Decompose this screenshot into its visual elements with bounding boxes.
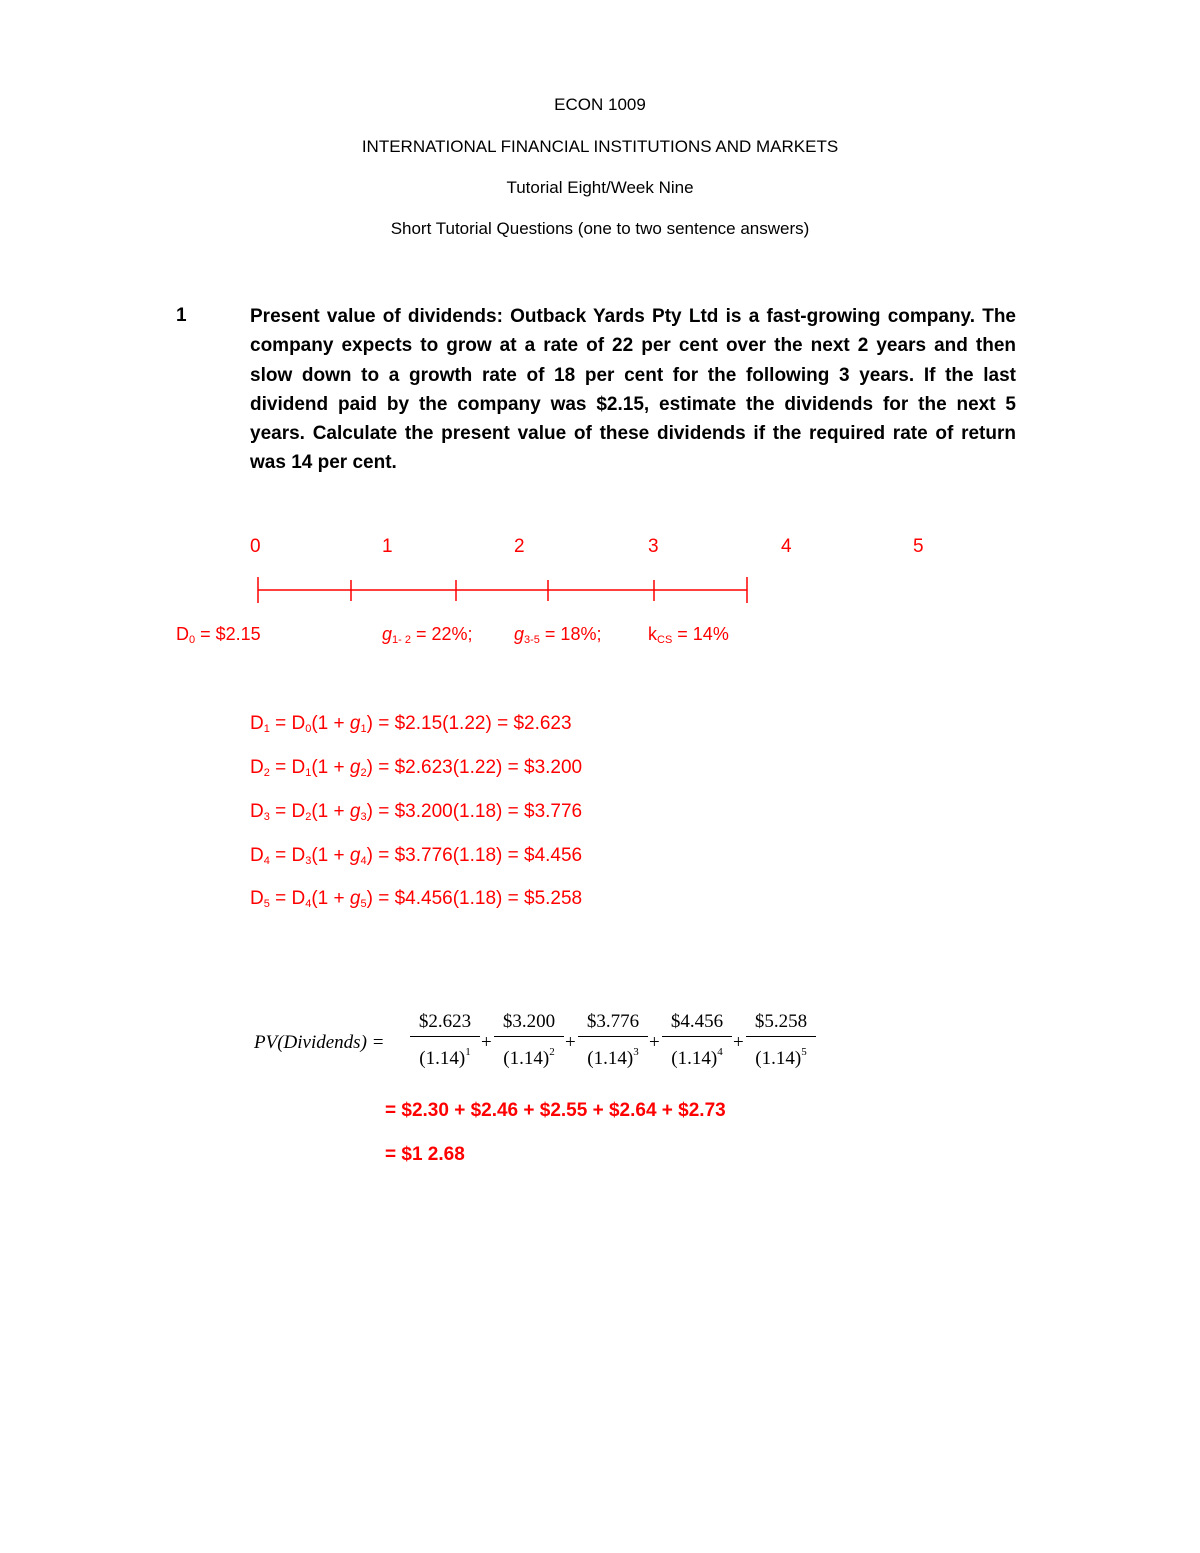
course-code: ECON 1009 [554,95,646,114]
dividend-calc-5: $D_5 = D_4(1 + g_5)$ = $4.456(1.18) = $5.258 [250,888,583,910]
question-text: Present value of dividends: Outback Yards Pty Ltd is a fast-growing company. The company expects to grow at a rate of 22 per cent over the next 2 years and then slow down to a growth rate of 18 per cent for the following 3 years. If the last dividend paid by the company was $2.15, estimate the dividends for the next 5 years. Calculate the present value of these dividends if the required rate of return was 14 per cent. [250,306,1016,474]
timeline-diagram [250,570,760,610]
section-heading: Short Tutorial Questions (one to two sentence answers) [390,219,810,238]
pv-plus-operator: + [733,1032,744,1053]
given-d0: $D_0$ = $2.15 [176,624,261,646]
pv-formula [250,1008,850,1084]
timeline-label-2: 2 [514,536,525,557]
pv-plus-operator: + [481,1032,492,1053]
pv-plus-operator: + [649,1032,660,1053]
pv-result-sum: = $2.30 + $2.46 + $2.55 + $2.64 + $2.73 [385,1100,726,1121]
dividend-calc-3: $D_3 = D_2(1 + g_3)$ = $3.200(1.18) = $3.776 [250,801,583,823]
timeline-label-5: 5 [913,536,924,557]
pv-term-4: $\frac{\$4.456}{(1.14)^4}$ [662,1008,732,1074]
pv-formula-lhs: PV(Dividends) = [254,1032,385,1053]
dividend-calc-1: $D_1 = D_0(1 + g_1)$ = $2.15(1.22) = $2.623 [250,713,572,735]
timeline-label-4: 4 [781,536,792,557]
tutorial-title: Tutorial Eight/Week Nine [506,178,694,197]
pv-plus-operator: + [565,1032,576,1053]
pv-term-5: $\frac{\$5.258}{(1.14)^5}$ [746,1008,816,1074]
pv-term-3: $\frac{\$3.776}{(1.14)^3}$ [578,1008,648,1074]
question-number: 1 [176,305,187,326]
course-title: INTERNATIONAL FINANCIAL INSTITUTIONS AND MARKETS [361,137,839,156]
timeline-label-1: 1 [382,536,393,557]
dividend-calc-4: $D_4 = D_3(1 + g_4)$ = $3.776(1.18) = $4.456 [250,845,583,867]
pv-term-1: $\frac{\$2.623}{(1.14)^1}$ [410,1008,480,1074]
timeline-label-0: 0 [250,536,261,557]
pv-term-2: $\frac{\$3.200}{(1.14)^2}$ [494,1008,564,1074]
timeline-label-3: 3 [648,536,659,557]
given-kcs: $k_{CS} = 14\%$ [648,624,729,646]
pv-result-total: = $1 2.68 [385,1144,465,1165]
dividend-calc-2: $D_2 = D_1(1 + g_2)$ = $2.623(1.22) = $3.200 [250,757,583,779]
given-g35: $g_{3-5} = 18\%$; [514,624,602,646]
given-g12: $g_{1- 2} = 22\%$; [382,624,473,646]
